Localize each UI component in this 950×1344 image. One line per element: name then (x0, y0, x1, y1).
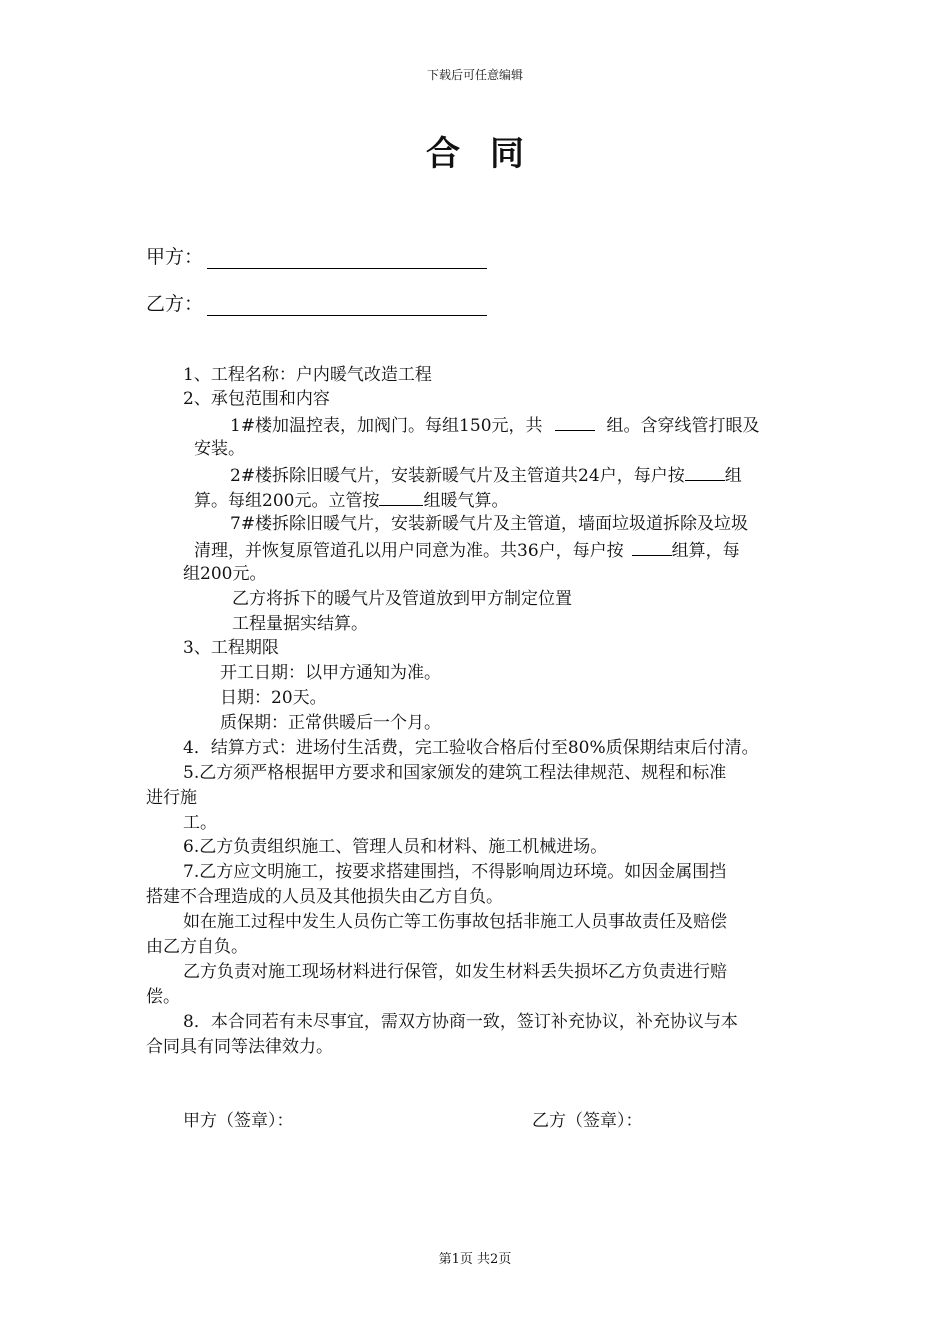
clause-1: 1、工程名称：户内暖气改造工程 (183, 365, 432, 385)
clause-2-item-3-cont (194, 537, 740, 563)
clause-7: 7.乙方应文明施工，按要求搭建围挡，不得影响周边环境。如因金属围挡 (183, 862, 727, 882)
clause-7-para-2: 如在施工过程中发生人员伤亡等工伤事故包括非施工人员事故责任及赔偿 (183, 912, 727, 932)
clause-4: 4．结算方式：进场付生活费，完工验收合格后付至80%质保期结束后付清。 (183, 738, 759, 758)
clause-6: 6.乙方负责组织施工、管理人员和材料、施工机械进场。 (183, 837, 608, 857)
clause-7-para-2-cont: 由乙方自负。 (146, 937, 248, 957)
clause-5-cont2: 工。 (183, 813, 217, 833)
page-number: 第1页 共2页 (438, 1252, 512, 1267)
clause-2-note-1: 乙方将拆下的暖气片及管道放到甲方制定位置 (232, 589, 572, 609)
clause-7-para-3: 乙方负责对施工现场材料进行保管，如发生材料丢失损坏乙方负责进行赔 (183, 962, 727, 982)
clause-8-cont: 合同具有同等法律效力。 (146, 1037, 333, 1057)
clause-2-item-2 (230, 462, 742, 488)
clause-2-item-1-cont: 安装。 (194, 439, 245, 459)
fill-blank (632, 537, 672, 556)
party-a-blank (207, 246, 487, 269)
document-title: 合同 (426, 134, 554, 174)
clause-2-item-2-cont (194, 487, 508, 513)
party-b-blank (207, 293, 487, 316)
clause-3-start: 开工日期：以甲方通知为准。 (220, 663, 441, 683)
signature-party-a: 甲方（签章）： (183, 1111, 294, 1131)
header-note: 下载后可任意编辑 (426, 68, 523, 82)
text: 组 (724, 466, 742, 486)
clause-3-duration: 日期：20天。 (220, 688, 327, 708)
clause-3-heading: 3、工程期限 (183, 638, 279, 658)
clause-2-item-3: 7#楼拆除旧暖气片，安装新暖气片及主管道，墙面垃圾道拆除及垃圾 (230, 514, 749, 534)
fill-blank (555, 412, 595, 431)
party-b-line (146, 289, 487, 316)
clause-5: 5.乙方须严格根据甲方要求和国家颁发的建筑工程法律规范、规程和标准 (183, 763, 727, 783)
clause-2-item-3-cont2: 组200元。 (183, 564, 267, 584)
signature-party-b: 乙方（签章）： (532, 1111, 643, 1131)
text: 组。含穿线管打眼及 (606, 416, 760, 436)
party-a-line (146, 242, 487, 269)
text: 1#楼加温控表，加阀门。每组150元，共 (230, 416, 543, 436)
clause-2-item-1 (230, 412, 760, 438)
text: 清理，并恢复原管道孔以用户同意为准。共36户，每户按 (194, 541, 624, 561)
clause-7-para-3-cont: 偿。 (146, 987, 180, 1007)
fill-blank (685, 462, 725, 481)
text: 算。每组200元。立管按 (194, 491, 380, 511)
clause-2-heading: 2、承包范围和内容 (183, 389, 330, 409)
clause-2-note-2: 工程量据实结算。 (232, 614, 368, 634)
clause-7-cont: 搭建不合理造成的人员及其他损失由乙方自负。 (146, 887, 503, 907)
text: 组暖气算。 (423, 491, 509, 511)
party-a-label: 甲方： (146, 246, 204, 268)
text: 组算，每 (671, 541, 740, 561)
fill-blank (379, 487, 423, 506)
clause-5-cont: 进行施 (146, 788, 197, 808)
party-b-label: 乙方： (146, 293, 204, 315)
clause-8: 8．本合同若有未尽事宜，需双方协商一致，签订补充协议，补充协议与本 (183, 1012, 738, 1032)
text: 2#楼拆除旧暖气片，安装新暖气片及主管道共24户，每户按 (230, 466, 685, 486)
clause-3-warranty: 质保期：正常供暖后一个月。 (220, 713, 441, 733)
